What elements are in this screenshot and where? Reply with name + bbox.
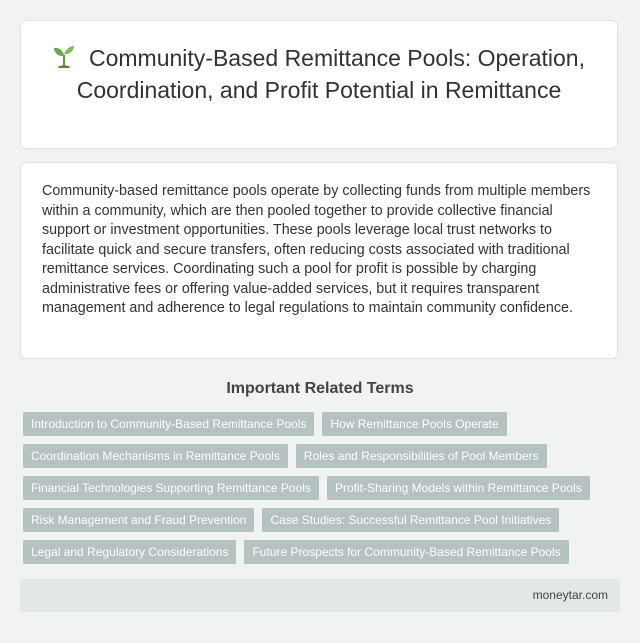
related-term-tag[interactable]: Financial Technologies Supporting Remittance Pools bbox=[23, 476, 319, 500]
related-term-tag[interactable]: Future Prospects for Community-Based Remittance Pools bbox=[244, 540, 568, 564]
summary-text: Community-based remittance pools operate by collecting funds from multiple members within a community, which are then pooled together to provide collective financial support or investment opportunities. These pools leverage local trust networks to facilitate quick and secure transfers, often reducing costs associated with traditional remittance services. Coordinating such a pool for profit is possible by charging administrative fees or offering value-added services, but it requires transparent management and adherence to legal regulations to maintain community confidence. bbox=[42, 183, 591, 316]
related-terms-list bbox=[23, 412, 623, 564]
related-term-tag[interactable]: Case Studies: Successful Remittance Pool Initiatives bbox=[262, 508, 559, 532]
related-term-tag[interactable]: Profit-Sharing Models within Remittance Pools bbox=[327, 476, 590, 500]
related-term-tag[interactable]: Roles and Responsibilities of Pool Members bbox=[296, 444, 547, 468]
title-card bbox=[20, 20, 618, 149]
related-term-tag[interactable]: How Remittance Pools Operate bbox=[322, 412, 506, 436]
related-term-tag[interactable]: Coordination Mechanisms in Remittance Pools bbox=[23, 444, 288, 468]
related-terms-heading: Important Related Terms bbox=[226, 380, 414, 397]
related-term-tag[interactable]: Risk Management and Fraud Prevention bbox=[23, 508, 254, 532]
sprout-icon bbox=[53, 44, 75, 75]
footer-site-link[interactable]: moneytar.com bbox=[532, 588, 608, 602]
page-title-text: Community-Based Remittance Pools: Operation, Coordination, and Profit Potential in Remittance bbox=[76, 45, 585, 103]
related-term-tag[interactable]: Legal and Regulatory Considerations bbox=[23, 540, 236, 564]
footer bbox=[20, 579, 620, 612]
page-title bbox=[21, 21, 617, 105]
related-term-tag[interactable]: Introduction to Community-Based Remittance Pools bbox=[23, 412, 314, 436]
summary-card bbox=[20, 162, 618, 359]
